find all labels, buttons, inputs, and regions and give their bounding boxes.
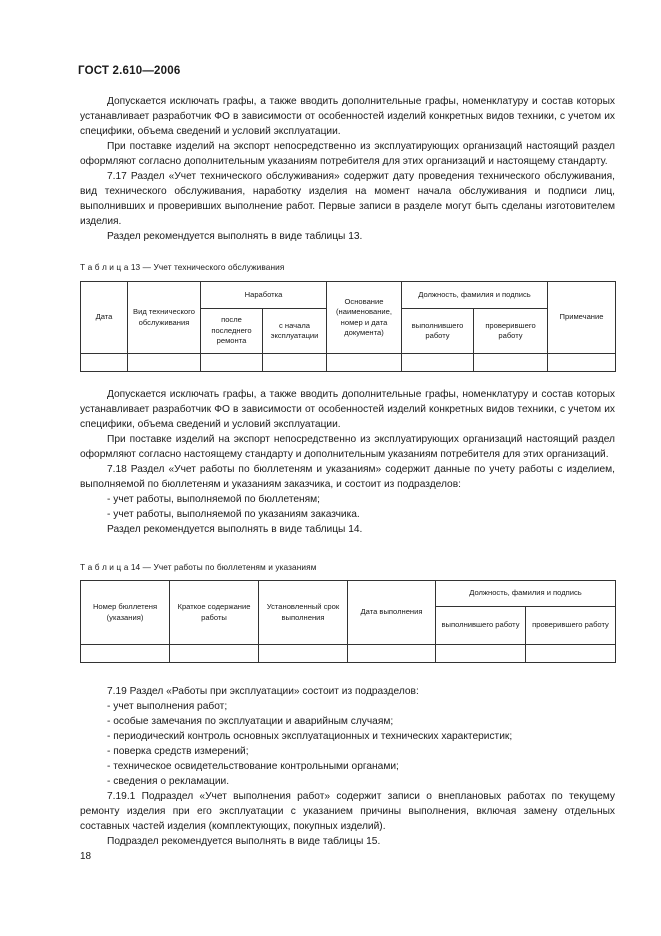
table-13 — [80, 281, 616, 372]
paragraph: 7.19.1 Подраздел «Учет выполнения работ» содержит записи о внеплановых работах по текущему ремонту изделия при его эксплуатации с указанием причины выполнения, включая замену отдельных составных частей изделия (комплектующих, покупных изделий). — [80, 791, 615, 832]
page-header-title: ГОСТ 2.610—2006 — [78, 65, 181, 77]
paragraph: 7.19 Раздел «Работы при эксплуатации» состоит из подразделов: — [107, 686, 419, 697]
th-performed: выполнившего работу — [402, 309, 474, 354]
table14-caption-prefix: Т а б л и ц а 14 — [80, 562, 141, 572]
th-bulletin-number: Номер бюллетеня (указания) — [81, 581, 170, 645]
page-number: 18 — [80, 851, 92, 862]
table13-caption-prefix: Т а б л и ц а 13 — [80, 262, 141, 272]
th-basis: Основание (наименование, номер и дата документа) — [327, 282, 402, 354]
paragraph: Допускается исключать графы, а также вводить дополнительные графы, номенклатуру и состав которых устанавливает разработчик ФО в зависимости от особенностей изделий конкретных видов техники, с учетом их специфики, объема сведений и условий эксплуатации. — [80, 389, 615, 430]
paragraph: 7.17 Раздел «Учет технического обслуживания» содержит дату проведения технического обслуживания, вид технического обслуживания, наработку изделия на момент начала обслуживания и подписи лиц, выполнивших и проверивших выполнение работ. Первые записи в разделе могут быть сделаны изготовителем изделия. — [80, 171, 615, 227]
list-item: - учет работы, выполняемой по указаниям заказчика. — [107, 509, 360, 520]
table13-caption-title: — Учет технического обслуживания — [140, 262, 285, 272]
th-deadline: Установленный срок выполнения — [259, 581, 348, 645]
table-row — [81, 645, 616, 663]
text-block-1 — [80, 94, 615, 244]
paragraph: Допускается исключать графы, а также вводить дополнительные графы, номенклатуру и состав которых устанавливает разработчик ФО в зависимости от особенностей изделий конкретных видов техники, с учетом их специфики, объема сведений и условий эксплуатации. — [80, 96, 615, 137]
list-item: - учет работы, выполняемой по бюллетеням; — [107, 494, 321, 505]
table-14 — [80, 580, 616, 663]
text-block-3 — [80, 684, 615, 849]
list-item: - поверка средств измерений; — [107, 746, 249, 757]
paragraph: 7.18 Раздел «Учет работы по бюллетеням и указаниям» содержит данные по учету работы с изделием, выполняемой по бюллетеням и указаниям заказчика, и состоит из подразделов: — [80, 464, 615, 490]
table14-caption-title: — Учет работы по бюллетеням и указаниям — [140, 562, 317, 572]
th-position-signature: Должность, фамилия и подпись — [436, 581, 616, 607]
th-done-date: Дата выполнения — [348, 581, 436, 645]
paragraph: При поставке изделий на экспорт непосредственно из эксплуатирующих организаций настоящий раздел оформляют согласно настоящему стандарту и дополнительным указаниям потребителя для этих организаций. — [80, 434, 615, 460]
list-item: - сведения о рекламации. — [107, 776, 230, 787]
list-item: - периодический контроль основных эксплуатационных и технических характеристик; — [107, 731, 513, 742]
th-date: Дата — [81, 282, 128, 354]
th-after-last-repair: после последнего ремонта — [201, 309, 263, 354]
th-performed: выполнившего работу — [436, 607, 526, 645]
list-item: - особые замечания по эксплуатации и аварийным случаям; — [107, 716, 394, 727]
table13-caption — [80, 262, 285, 272]
th-checked: проверившего работу — [526, 607, 616, 645]
th-brief-content: Краткое содержание работы — [170, 581, 259, 645]
table14-caption — [80, 562, 317, 572]
paragraph: Раздел рекомендуется выполнять в виде таблицы 14. — [107, 524, 363, 535]
paragraph: Раздел рекомендуется выполнять в виде таблицы 13. — [107, 231, 363, 242]
th-position-signature: Должность, фамилия и подпись — [402, 282, 548, 309]
paragraph: При поставке изделий на экспорт непосредственно из эксплуатирующих организаций настоящий раздел оформляют согласно дополнительным указаниям потребителя для этих организаций и настоящему стандарту. — [80, 141, 615, 167]
th-since-start: с начала эксплуатации — [263, 309, 327, 354]
th-runtime: Наработка — [201, 282, 327, 309]
list-item: - учет выполнения работ; — [107, 701, 228, 712]
th-service-kind: Вид технического обслуживания — [128, 282, 201, 354]
th-note: Примечание — [548, 282, 616, 354]
text-block-2 — [80, 387, 615, 537]
list-item: - техническое освидетельствование контрольными органами; — [107, 761, 399, 772]
th-checked: проверившего работу — [474, 309, 548, 354]
table-row — [81, 354, 616, 372]
paragraph: Подраздел рекомендуется выполнять в виде таблицы 15. — [107, 836, 381, 847]
